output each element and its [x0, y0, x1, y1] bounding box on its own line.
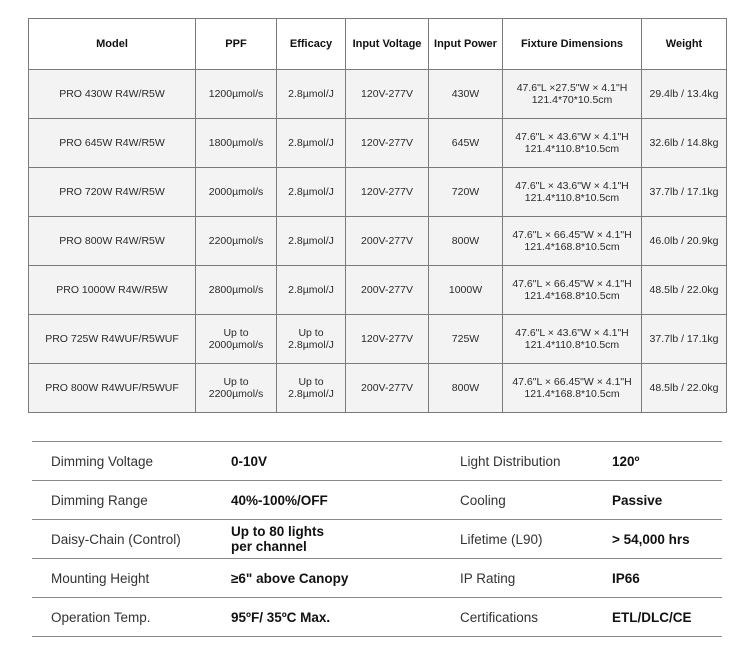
- cell-dimensions-line: 121.4*168.8*10.5cm: [524, 290, 620, 302]
- cell-input-power: 725W: [429, 315, 503, 364]
- feature-list: [32, 441, 722, 637]
- cell-input-power: 1000W: [429, 266, 503, 315]
- feature-value: IP66: [612, 570, 640, 586]
- cell-ppf: [196, 168, 277, 217]
- table-row: [29, 217, 727, 266]
- table-row: [29, 364, 727, 413]
- cell-efficacy-line: Up to: [298, 327, 324, 339]
- cell-ppf-line: 2200µmol/s: [208, 235, 264, 247]
- cell-dimensions-line: 47.6"L × 66.45"W × 4.1"H: [512, 229, 632, 241]
- cell-input-voltage: 200V-277V: [346, 364, 429, 413]
- cell-efficacy: [277, 70, 346, 119]
- feature-value-line: 40%-100%/OFF: [231, 492, 328, 508]
- spec-table: [28, 18, 727, 413]
- feature-value: > 54,000 hrs: [612, 531, 690, 547]
- feature-row: [32, 520, 722, 559]
- cell-efficacy-line: 2.8µmol/J: [288, 186, 334, 198]
- cell-dimensions: [503, 217, 642, 266]
- header-ppf: PPF: [196, 19, 277, 70]
- header-input-voltage: Input Voltage: [346, 19, 429, 70]
- cell-efficacy-line: 2.8µmol/J: [288, 137, 334, 149]
- cell-efficacy: [277, 266, 346, 315]
- feature-value: [231, 454, 460, 469]
- cell-efficacy-line: 2.8µmol/J: [288, 388, 334, 400]
- cell-ppf-line: 2000µmol/s: [208, 186, 264, 198]
- header-fixture-dimensions: Fixture Dimensions: [503, 19, 642, 70]
- feature-row: [32, 598, 722, 637]
- feature-value: [231, 493, 460, 508]
- cell-ppf-line: 1800µmol/s: [208, 137, 264, 149]
- feature-label: IP Rating: [460, 570, 516, 586]
- feature-value: [231, 610, 460, 625]
- cell-efficacy-line: 2.8µmol/J: [288, 235, 334, 247]
- feature-value: Passive: [612, 492, 663, 508]
- cell-dimensions: [503, 119, 642, 168]
- cell-model: PRO 800W R4W/R5W: [29, 217, 196, 266]
- cell-ppf-line: Up to: [223, 376, 249, 388]
- cell-weight: 32.6lb / 14.8kg: [642, 119, 727, 168]
- header-efficacy: Efficacy: [277, 19, 346, 70]
- feature-row: [32, 442, 722, 481]
- cell-input-power: 800W: [429, 364, 503, 413]
- cell-model: PRO 645W R4W/R5W: [29, 119, 196, 168]
- feature-value-line: 95ºF/ 35ºC Max.: [231, 609, 331, 625]
- cell-ppf-line: Up to: [223, 327, 249, 339]
- cell-dimensions: [503, 266, 642, 315]
- cell-ppf-line: 1200µmol/s: [208, 88, 264, 100]
- table-row: [29, 266, 727, 315]
- cell-dimensions-line: 121.4*110.8*10.5cm: [524, 339, 620, 351]
- cell-model: PRO 720W R4W/R5W: [29, 168, 196, 217]
- feature-value-line: ≥6" above Canopy: [231, 570, 349, 586]
- cell-ppf: [196, 315, 277, 364]
- cell-dimensions: [503, 168, 642, 217]
- cell-input-voltage: 120V-277V: [346, 315, 429, 364]
- cell-efficacy: [277, 315, 346, 364]
- cell-input-power: 720W: [429, 168, 503, 217]
- feature-label: Certifications: [460, 609, 539, 625]
- cell-input-power: 645W: [429, 119, 503, 168]
- cell-efficacy: [277, 119, 346, 168]
- feature-value: ETL/DLC/CE: [612, 609, 692, 625]
- table-row: [29, 119, 727, 168]
- cell-dimensions-line: 121.4*168.8*10.5cm: [524, 388, 620, 400]
- cell-efficacy-line: 2.8µmol/J: [288, 284, 334, 296]
- cell-dimensions-line: 121.4*110.8*10.5cm: [524, 192, 620, 204]
- feature-value-line: Up to 80 lights: [231, 524, 325, 539]
- feature-label: Cooling: [460, 492, 506, 508]
- cell-input-power: 800W: [429, 217, 503, 266]
- table-header-row: [29, 19, 727, 70]
- cell-ppf: [196, 70, 277, 119]
- cell-ppf: [196, 266, 277, 315]
- cell-weight: 46.0lb / 20.9kg: [642, 217, 727, 266]
- cell-model: PRO 1000W R4W/R5W: [29, 266, 196, 315]
- cell-ppf: [196, 119, 277, 168]
- cell-dimensions-line: 121.4*168.8*10.5cm: [524, 241, 620, 253]
- cell-dimensions-line: 47.6"L × 43.6"W × 4.1"H: [515, 180, 629, 192]
- table-row: [29, 315, 727, 364]
- cell-efficacy: [277, 168, 346, 217]
- table-row: [29, 168, 727, 217]
- table-row: [29, 70, 727, 119]
- feature-label: Dimming Voltage: [51, 453, 154, 469]
- cell-dimensions-line: 121.4*110.8*10.5cm: [524, 143, 620, 155]
- cell-efficacy: [277, 364, 346, 413]
- cell-dimensions: [503, 70, 642, 119]
- cell-ppf-line: 2800µmol/s: [208, 284, 264, 296]
- feature-label: Dimming Range: [51, 492, 148, 508]
- cell-ppf: [196, 217, 277, 266]
- cell-weight: 48.5lb / 22.0kg: [642, 364, 727, 413]
- cell-input-voltage: 120V-277V: [346, 119, 429, 168]
- cell-weight: 37.7lb / 17.1kg: [642, 315, 727, 364]
- cell-dimensions-line: 47.6"L × 43.6"W × 4.1"H: [515, 131, 629, 143]
- feature-value: [231, 571, 460, 586]
- cell-dimensions-line: 47.6"L × 66.45"W × 4.1"H: [512, 278, 632, 290]
- cell-model: PRO 725W R4WUF/R5WUF: [29, 315, 196, 364]
- cell-efficacy-line: 2.8µmol/J: [288, 339, 334, 351]
- cell-input-voltage: 120V-277V: [346, 168, 429, 217]
- feature-row: [32, 481, 722, 520]
- feature-label: Lifetime (L90): [460, 531, 543, 547]
- cell-model: PRO 800W R4WUF/R5WUF: [29, 364, 196, 413]
- cell-weight: 48.5lb / 22.0kg: [642, 266, 727, 315]
- feature-label: Daisy-Chain (Control): [51, 531, 181, 547]
- feature-label: Light Distribution: [460, 453, 561, 469]
- feature-label: Operation Temp.: [51, 609, 151, 625]
- header-weight: Weight: [642, 19, 727, 70]
- cell-efficacy-line: 2.8µmol/J: [288, 88, 334, 100]
- header-input-power: Input Power: [429, 19, 503, 70]
- feature-label: Mounting Height: [51, 570, 150, 586]
- cell-efficacy: [277, 217, 346, 266]
- cell-input-voltage: 200V-277V: [346, 266, 429, 315]
- cell-dimensions: [503, 315, 642, 364]
- table-body: [29, 70, 727, 413]
- cell-ppf: [196, 364, 277, 413]
- feature-value: 120º: [612, 453, 640, 469]
- feature-value-line: 0-10V: [231, 453, 268, 469]
- cell-efficacy-line: Up to: [298, 376, 324, 388]
- cell-input-voltage: 200V-277V: [346, 217, 429, 266]
- cell-dimensions-line: 47.6"L × 43.6"W × 4.1"H: [515, 327, 629, 339]
- cell-dimensions-line: 47.6"L × 66.45"W × 4.1"H: [512, 376, 632, 388]
- cell-ppf-line: 2200µmol/s: [208, 388, 264, 400]
- cell-dimensions-line: 121.4*70*10.5cm: [531, 94, 613, 106]
- cell-dimensions-line: 47.6"L ×27.5"W × 4.1"H: [516, 82, 628, 94]
- cell-weight: 37.7lb / 17.1kg: [642, 168, 727, 217]
- feature-value-line: per channel: [231, 539, 307, 554]
- cell-weight: 29.4lb / 13.4kg: [642, 70, 727, 119]
- feature-row: [32, 559, 722, 598]
- feature-value: [231, 524, 460, 554]
- cell-dimensions: [503, 364, 642, 413]
- cell-input-power: 430W: [429, 70, 503, 119]
- header-model: Model: [29, 19, 196, 70]
- cell-model: PRO 430W R4W/R5W: [29, 70, 196, 119]
- cell-input-voltage: 120V-277V: [346, 70, 429, 119]
- cell-ppf-line: 2000µmol/s: [208, 339, 264, 351]
